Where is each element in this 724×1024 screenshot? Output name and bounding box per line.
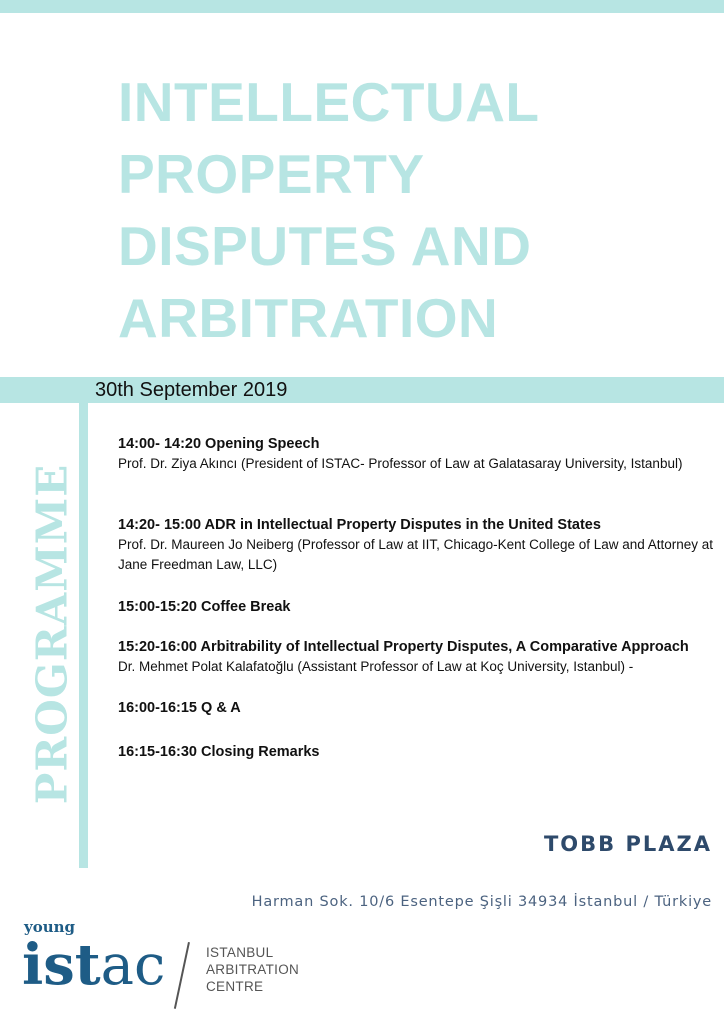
session-item [118,515,718,575]
title-line: DISPUTES AND [118,215,532,277]
session-heading: 15:20-16:00 Arbitrability of Intellectual Property Disputes, A Comparative Approach [118,639,689,655]
session-heading: 16:00-16:15 Q & A [118,700,241,716]
venue-address: Harman Sok. 10/6 Esentepe Şişli 34934 İstanbul / Türkiye [251,894,712,910]
session-item [118,637,718,677]
session-speaker: Dr. Mehmet Polat Kalafatoğlu (Assistant Professor of Law at Koç University, Istanbul) - [118,659,634,674]
logo-divider [174,942,190,1009]
young-istac-logo [22,918,322,1013]
session-item [118,698,718,718]
title-line: ARBITRATION [118,287,499,349]
session-item [118,742,718,762]
session-speaker: Prof. Dr. Ziya Akıncı (President of ISTAC- Professor of Law at Galatasaray University, Istanbul) [118,456,683,471]
logo-istac-light: ac [100,933,166,998]
title-line: INTELLECTUAL [118,71,540,133]
programme-label: PROGRAMME [27,463,77,805]
session-heading: 16:15-16:30 Closing Remarks [118,744,320,760]
session-speaker: Prof. Dr. Maureen Jo Neiberg (Professor of Law at IIT, Chicago-Kent College of Law and Attorney at Jane Freedman Law, LLC) [118,537,714,572]
session-item [118,434,718,474]
logo-line: CENTRE [206,979,264,994]
venue-name: TOBB PLAZA [543,832,712,856]
logo-line: ISTANBUL [206,945,274,960]
session-heading: 15:00-15:20 Coffee Break [118,599,291,615]
session-heading: 14:20- 15:00 ADR in Intellectual Property Disputes in the United States [118,517,601,533]
logo-young-text: young [24,918,76,936]
session-item [118,597,718,617]
logo-org-name [206,944,299,995]
top-accent-band [0,0,724,13]
event-title [118,66,718,354]
event-date: 30th September 2019 [95,379,288,401]
logo-line: ARBITRATION [206,962,300,977]
programme-vertical-bar [79,403,88,868]
session-heading: 14:00- 14:20 Opening Speech [118,436,320,452]
logo-istac-wordmark [22,930,165,1001]
logo-istac-bold: ist [22,932,101,998]
title-line: PROPERTY [118,143,425,205]
